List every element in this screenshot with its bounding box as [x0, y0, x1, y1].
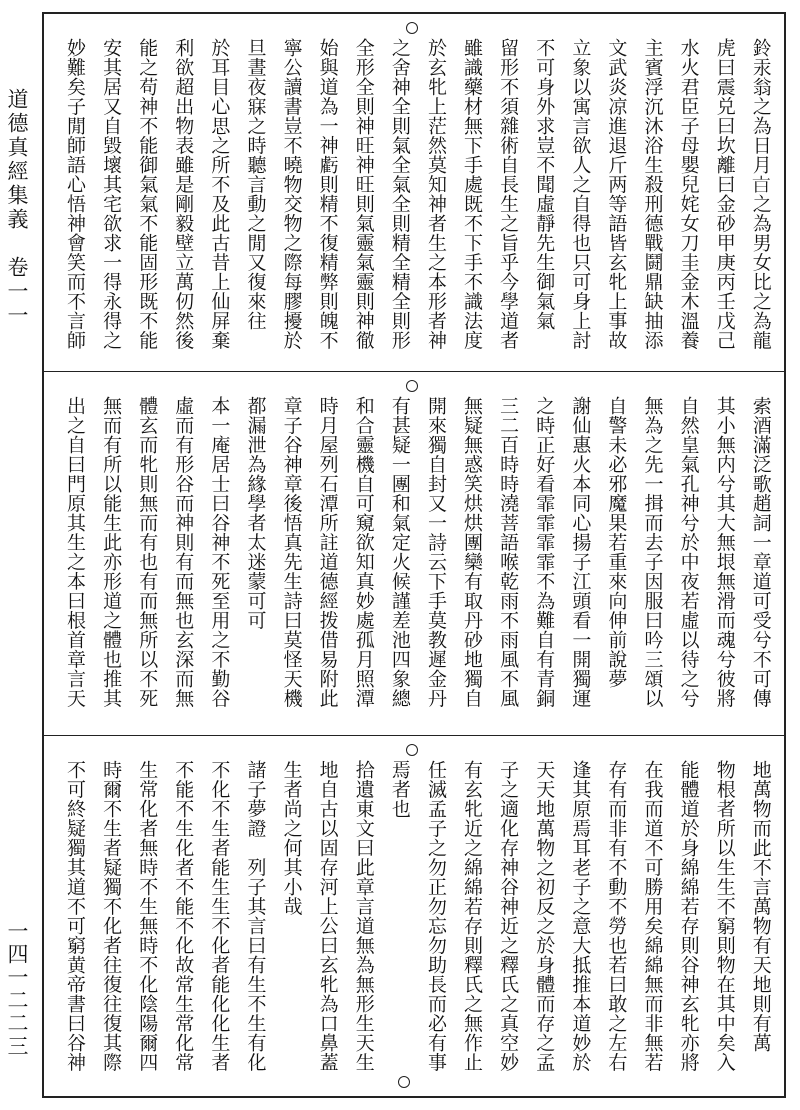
text-column: 主賓浮沉沐浴生殺刑德戰鬪鼎缺抽添 [641, 38, 664, 350]
text-column: 於玄牝上茫然莫知神者生之本形者神 [424, 38, 447, 350]
text-column: 存有而非有不動不勞也若曰敢之左右 [605, 760, 628, 1072]
text-column: 能之苟神不能御氣氣不能固形既不能 [136, 38, 159, 350]
text-column: 留形不須雜術自長生之旨乎今學道者 [497, 38, 520, 350]
text-column: 生者尚之何其小哉 [280, 760, 303, 916]
text-section-2 [44, 372, 784, 736]
column-group-2 [58, 396, 774, 725]
text-column: 物根者所以生生不窮則物在其中矣入 [713, 760, 736, 1072]
circle-mark-icon [406, 380, 418, 392]
text-column: 全形全則神旺神旺則氣靈氣靈則神徹 [352, 38, 375, 350]
text-column: 無疑無惑笑烘烘團欒有取丹砂地獨自 [461, 396, 484, 708]
page-number-margin: 一四一二二三 [5, 920, 29, 1058]
text-column: 妙難矣子閒師語心悟神會笑而不言師 [64, 38, 86, 350]
text-column: 拾遺東文曰此章言道無為無形生天生 [352, 760, 375, 1072]
text-column: 於耳目心思之所不及此古昔上仙屏棄 [208, 38, 231, 350]
text-column: 逢其原焉耳老子之意大抵推本道妙於 [569, 760, 592, 1072]
text-column: 地自古以固存河上公曰玄牝為口鼻蓋 [316, 760, 339, 1072]
text-column: 有甚疑一團和氣定火候謹差池四象總 [388, 396, 411, 708]
text-column: 之時正好看霏霏霏霏不為難自有青銅 [533, 396, 556, 708]
text-section-3 [44, 736, 784, 1096]
circle-mark-icon [406, 22, 418, 34]
book-title-margin: 道德真經集義 卷一一 [5, 88, 29, 328]
text-column: 自然皇氣孔神兮於中夜若虛以待之兮 [677, 396, 700, 708]
column-group-1 [58, 38, 774, 361]
text-column: 無為之先一揖而去子因服曰吟三頌以 [641, 396, 664, 708]
text-column: 體玄而牝則無而有也有而無所以不死 [136, 396, 159, 708]
text-column: 天天地萬物之初反之於身體而存之孟 [533, 760, 556, 1072]
text-section-1 [44, 14, 784, 372]
text-column: 能體道於身綿綿若存則谷神玄牝亦將 [677, 760, 700, 1072]
text-column: 都漏泄為緣學者太迷蒙可可 [244, 396, 267, 630]
page-frame [42, 12, 786, 1098]
text-column: 文武炎凉進退斤两等語皆玄牝上事故 [605, 38, 628, 350]
text-column: 無而有所以能生此亦形道之體也推其 [100, 396, 123, 708]
text-column: 地萬物而此不言萬物有天地則有萬 [749, 760, 772, 1053]
text-column: 三二百時時澆菩語喉乾雨不雨風不風 [497, 396, 520, 708]
circle-mark-icon [406, 744, 418, 756]
text-column: 有玄牝近之綿綿若存則釋氏之無作止 [461, 760, 484, 1072]
text-column: 其小無内兮其大無垠無滑而魂兮彼將 [713, 396, 736, 708]
text-column: 水火君臣子母嬰兒姹女刀圭金木溫養 [677, 38, 700, 350]
text-column: 焉者也 [388, 760, 411, 819]
text-column: 本一庵居士曰谷神不死至用之不勤谷 [208, 396, 231, 708]
text-column: 不可終疑獨其道不可窮黄帝書曰谷神 [64, 760, 86, 1072]
text-column: 不能不生化者不能不化故常生常化常 [172, 760, 195, 1072]
text-column: 之舍神全則氣全氣全則精全精全則形 [388, 38, 411, 350]
text-column: 生常化者無時不生無時不化陰陽爾四 [136, 760, 159, 1072]
text-column: 索酒滿泛歌趙詞一章道可受兮不可傳 [749, 396, 772, 708]
text-column: 始與道為一神虧則精不復精弊則魄不 [316, 38, 339, 350]
text-column: 自警未必邪魔果若重來向伸前說夢 [605, 396, 628, 689]
text-column: 在我而道不可勝用矣綿綿無而非無若 [641, 760, 664, 1072]
text-column: 虛而有形谷而神則有而無也玄深而無 [172, 396, 195, 708]
text-column: 旦晝夜寐之時聽言動之閒又復來往 [244, 38, 267, 331]
text-column: 諸子夢證 列子其言曰有生不生有化 [244, 760, 267, 1072]
text-column: 立象以寓言欲人之自得也只可身上討 [569, 38, 592, 350]
text-column: 虎曰震兑曰坎離曰金砂甲庚丙壬戊己 [713, 38, 736, 350]
text-column: 時月屋列石潭所註道德經拨借易附此 [316, 396, 339, 708]
text-column: 鈴汞翁之為日月𣅀之為男女比之為龍 [749, 38, 772, 350]
text-column: 時爾不生者疑獨不化者往復往復其際 [100, 760, 123, 1072]
text-column: 章子谷神章後悟真先生詩曰莫怪天機 [280, 396, 303, 708]
text-column: 利欲超出物表雖是剛毅壁立萬仞然後 [172, 38, 195, 350]
text-column: 雖識藥材無下手處既不下手不識法度 [461, 38, 484, 350]
text-column: 開來獨自封又一詩云下手莫教遲金丹 [424, 396, 447, 708]
text-column: 和合靈機自可窺欲知真妙處孤月照潭 [352, 396, 375, 708]
text-column: 寧公讀書豈不曉物交物之際每膠擾於 [280, 38, 303, 350]
column-group-3 [58, 760, 774, 1086]
text-column: 謝仙惠火本同心揚子江頭看一開獨運 [569, 396, 592, 708]
text-column: 任滅孟子之勿正勿忘勿助長而必有事 [424, 760, 447, 1072]
text-column: 不可身外求豈不聞虛靜先生御氣氣 [533, 38, 556, 331]
text-column: 出之自曰門原其生之本曰根首章言天 [64, 396, 86, 708]
text-column: 不化不生者能生生不化者能化化生者 [208, 760, 231, 1072]
text-column: 安其居又自毀壞其宅欲求一得永得之 [100, 38, 123, 350]
text-column: 子之適化存神谷神近之釋氏之真空妙 [497, 760, 520, 1072]
